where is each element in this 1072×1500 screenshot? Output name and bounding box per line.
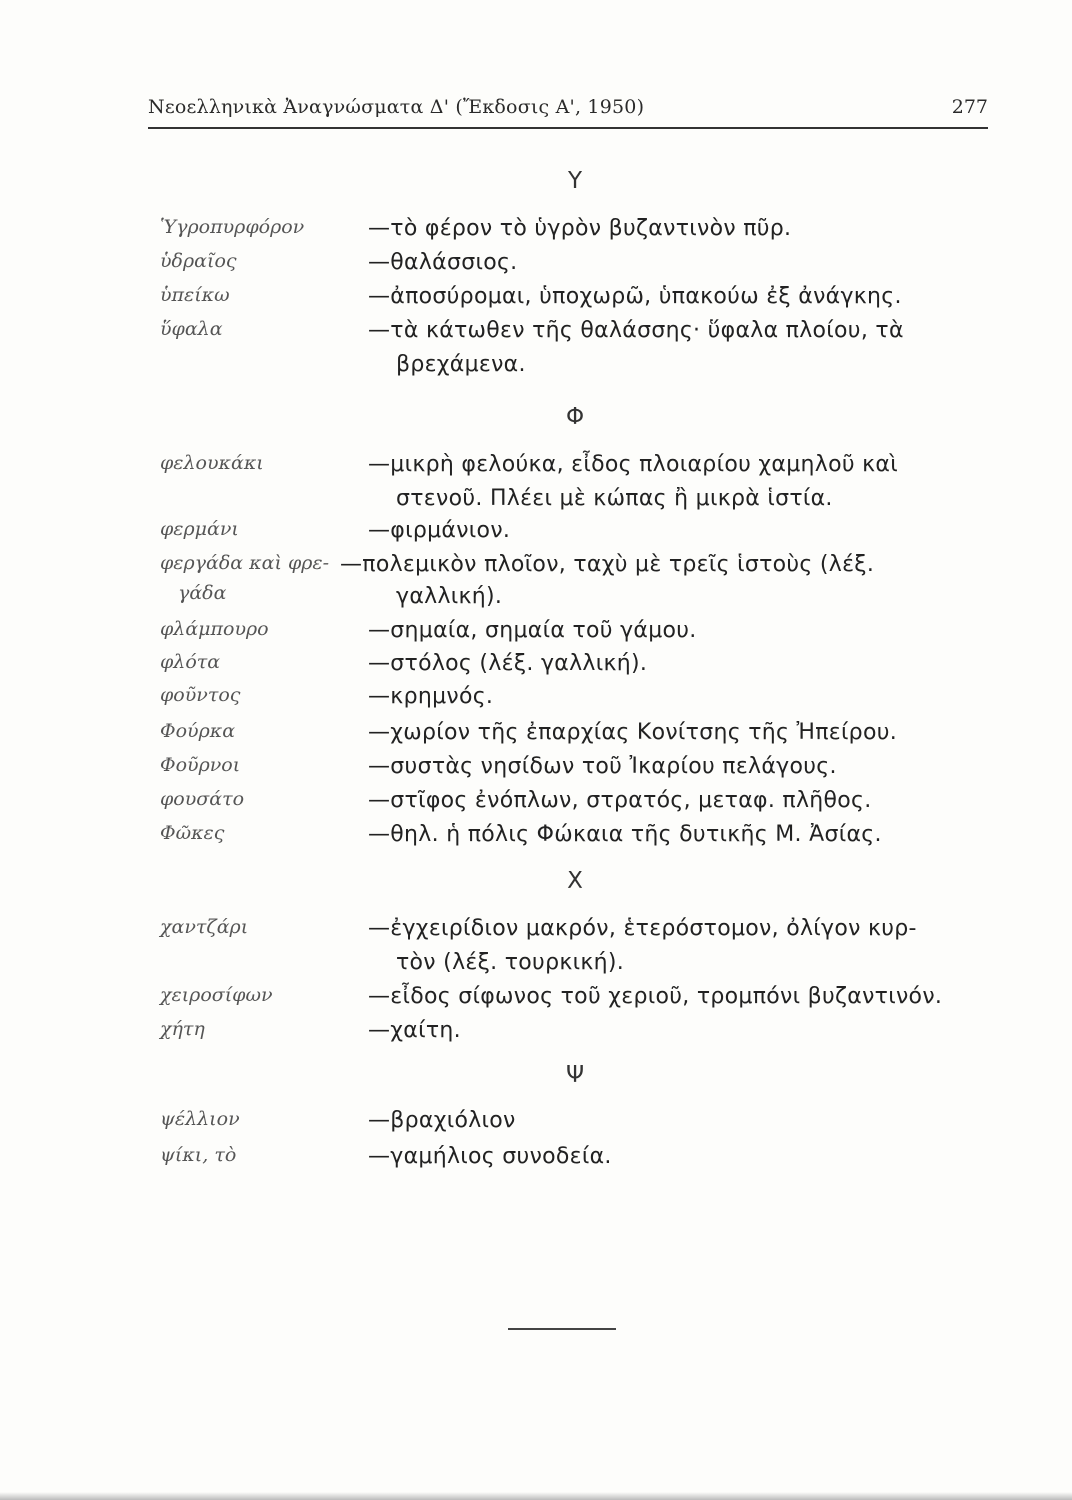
- section-letter-psi: Ψ: [565, 1062, 585, 1088]
- entry-definition: —συστὰς νησίδων τοῦ Ἰκαρίου πελάγους.: [368, 754, 837, 779]
- entry-definition: —κρημνός.: [368, 684, 494, 709]
- entry-term: φλάμπουρο: [160, 618, 269, 640]
- entry-term: Φοῦρνοι: [160, 754, 241, 776]
- entry-definition: —χωρίον τῆς ἐπαρχίας Κονίτσης τῆς Ἠπείρου.: [368, 720, 898, 745]
- entry-definition: —βραχιόλιον: [368, 1108, 516, 1133]
- entry-term-continuation: γάδα: [178, 582, 227, 604]
- entry-definition: —φιρμάνιον.: [368, 518, 511, 543]
- header-rule: [148, 127, 988, 129]
- entry-definition: —τὸ φέρον τὸ ὑγρὸν βυζαντινὸν πῦρ.: [368, 216, 792, 241]
- entry-term: φλότα: [160, 651, 221, 673]
- entry-definition: —χαίτη.: [368, 1018, 461, 1043]
- entry-definition: —θηλ. ἡ πόλις Φώκαια τῆς δυτικῆς Μ. Ἀσίας.: [368, 822, 882, 847]
- entry-term: χήτη: [160, 1018, 205, 1040]
- entry-definition: —τὰ κάτωθεν τῆς θαλάσσης· ὕφαλα πλοίου, τὰ: [368, 318, 904, 343]
- entry-definition-continuation: τὸν (λέξ. τουρκική).: [396, 950, 625, 975]
- entry-term: Φούρκα: [160, 720, 236, 742]
- footer-rule: [508, 1328, 616, 1330]
- entry-term: φερμάνι: [160, 518, 239, 540]
- entry-definition: —θαλάσσιος.: [368, 250, 518, 275]
- entry-definition-continuation: στενοῦ. Πλέει μὲ κώπας ἢ μικρὰ ἱστία.: [396, 486, 833, 511]
- page-number: 277: [951, 96, 988, 118]
- entry-definition-continuation: γαλλική).: [396, 584, 503, 609]
- entry-term: ὑδραῖος: [160, 250, 237, 272]
- entry-definition: —εἶδος σίφωνος τοῦ χεριοῦ, τρομπόνι βυζαντινόν.: [368, 984, 943, 1009]
- entry-term: χειροσίφων: [160, 984, 273, 1006]
- entry-term: ψίκι, τὸ: [160, 1144, 237, 1166]
- entry-term: φουσάτο: [160, 788, 245, 810]
- section-letter-ypsilon: Υ: [567, 168, 583, 194]
- entry-term: ψέλλιον: [160, 1108, 240, 1130]
- section-letter-chi: Χ: [567, 868, 583, 894]
- entry-term: φελουκάκι: [160, 452, 264, 474]
- entry-definition: —πολεμικὸν πλοῖον, ταχὺ μὲ τρεῖς ἱστοὺς (λέξ.: [340, 552, 875, 577]
- entry-term: χαντζάρι: [160, 916, 249, 938]
- entry-term: φεργάδα καὶ φρε-: [160, 552, 330, 574]
- entry-term: ὕφαλα: [160, 318, 223, 340]
- entry-term: Ὑγροπυρφόρον: [160, 216, 305, 238]
- section-letter-phi: Φ: [565, 404, 585, 430]
- entry-term: φοῦντος: [160, 684, 241, 706]
- entry-definition: —ἀποσύρομαι, ὑποχωρῶ, ὑπακούω ἐξ ἀνάγκης.: [368, 284, 902, 309]
- entry-definition: —μικρὴ φελούκα, εἶδος πλοιαρίου χαμηλοῦ καὶ: [368, 452, 898, 477]
- entry-definition: —στῖφος ἐνόπλων, στρατός, μεταφ. πλῆθος.: [368, 788, 872, 813]
- entry-term: Φῶκες: [160, 822, 225, 844]
- entry-term: ὑπείκω: [160, 284, 230, 306]
- entry-definition: —γαμήλιος συνοδεία.: [368, 1144, 612, 1169]
- page-header: [148, 96, 988, 126]
- scan-edge: [0, 1492, 1072, 1500]
- entry-definition: —ἐγχειρίδιον μακρόν, ἑτερόστομον, ὀλίγον κυρ-: [368, 916, 917, 941]
- entry-definition-continuation: βρεχάμενα.: [396, 352, 526, 377]
- book-title: Νεοελληνικὰ Ἀναγνώσματα Δ' (Ἔκδοσις Α', 1950): [148, 96, 645, 118]
- entry-definition: —σημαία, σημαία τοῦ γάμου.: [368, 618, 697, 643]
- entry-definition: —στόλος (λέξ. γαλλική).: [368, 651, 648, 676]
